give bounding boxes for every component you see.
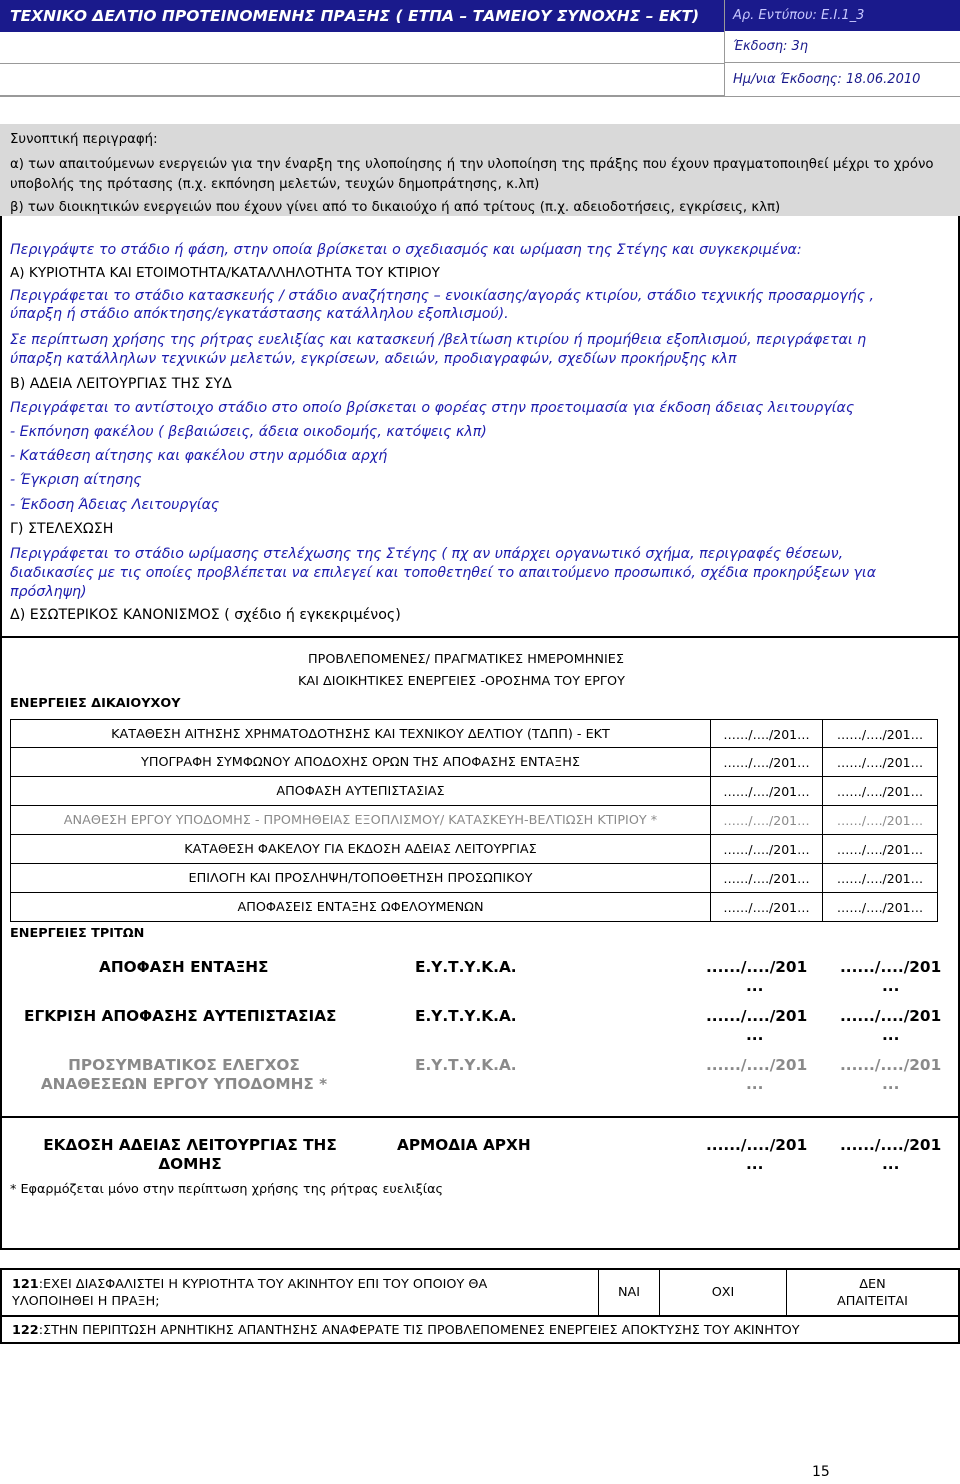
- header-bottom-rule: [0, 96, 960, 97]
- header-info-panel: [724, 0, 960, 96]
- yes-label: ΝΑΙ: [617, 1285, 641, 1300]
- section-b-item-1: - Εκπόνηση φακέλου ( βεβαιώσεις, άδεια οικοδομής, κατόψεις κλπ): [10, 424, 487, 440]
- beneficiary-row-date-1[interactable]: ……/…./201…: [711, 835, 823, 863]
- intro-text: Περιγράψτε το στάδιο ή φάση, στην οποία βρίσκεται ο σχεδιασμός και ωρίμαση της Στέγης και συγκεκριμένα:: [10, 242, 802, 258]
- print-number-text: Αρ. Εντύπου: Ε.Ι.1_3: [733, 8, 865, 23]
- third-row-3-date-1-b: ...: [746, 1075, 764, 1093]
- document-title-text: ΤΕΧΝΙΚΟ ΔΕΛΤΙΟ ΠΡΟΤΕΙΝΟΜΕΝΗΣ ΠΡΑΞΗΣ ( ΕΤΠΑ – ΤΑΜΕΙΟΥ ΣΥΝΟΧΗΣ – ΕΚΤ): [10, 7, 700, 25]
- section-b-title: Β) ΑΔΕΙΑ ΛΕΙΤΟΥΡΓΙΑΣ ΤΗΣ ΣΥΔ: [10, 376, 232, 392]
- section-a-title: Α) ΚΥΡΙΟΤΗΤΑ ΚΑΙ ΕΤΟΙΜΟΤΗΤΑ/ΚΑΤΑΛΛΗΛΟΤΗΤΑ ΤΟΥ ΚΤΙΡΙΟΥ: [10, 265, 440, 281]
- q122-row: [12, 1323, 800, 1338]
- beneficiary-row-label: ΥΠΟΓΡΑΦΗ ΣΥΜΦΩΝΟΥ ΑΠΟΔΟΧΗΣ ΟΡΩΝ ΤΗΣ ΑΠΟΦΑΣΗΣ ΕΝΤΑΞΗΣ: [11, 748, 711, 776]
- q121-text-line-1: :ΕΧΕΙ ΔΙΑΣΦΑΛΙΣΤΕΙ Η ΚΥΡΙΟΤΗΤΑ ΤΟΥ ΑΚΙΝΗΤΟΥ ΕΠΙ ΤΟΥ ΟΠΟΙΟΥ ΘΑ: [38, 1277, 488, 1292]
- third-row-3-date-2: [840, 1056, 941, 1094]
- third-row-2-date-2-b: ...: [882, 1026, 900, 1044]
- summary-line-b: β) των διοικητικών ενεργειών που έχουν γίνει από το δικαιούχο ή από τρίτους (π.χ. αδειοδοτήσεις, εγκρίσεις, κλπ): [10, 200, 781, 215]
- edition-date-text: Ημ/νια Έκδοσης: 18.06.2010: [733, 71, 921, 87]
- third-row-2-date-1: [706, 1007, 807, 1045]
- questions-table: [0, 1268, 960, 1344]
- third-row-3-label-line-1: ΠΡΟΣΥΜΒΑΤΙΚΟΣ ΕΛΕΓΧΟΣ: [68, 1056, 300, 1074]
- third-row-3-org: Ε.Υ.Τ.Υ.Κ.Α.: [415, 1056, 517, 1074]
- third-row-4-org: ΑΡΜΟΔΙΑ ΑΡΧΗ: [397, 1136, 531, 1154]
- section-c-text-1: Περιγράφεται το στάδιο ωρίμασης στελέχωσης της Στέγης ( πχ αν υπάρχει οργανωτικό σχήμα, περιγραφές θέσεων,: [10, 546, 844, 562]
- edition: [725, 31, 960, 63]
- summary-heading: Συνοπτική περιγραφή:: [10, 132, 158, 147]
- third-row-4-label-line-2: ΔΟΜΗΣ: [158, 1155, 222, 1173]
- section-b-item-2: - Κατάθεση αίτησης και φακέλου στην αρμόδια αρχή: [10, 448, 388, 464]
- third-row-1: [0, 948, 960, 996]
- beneficiary-row: [10, 893, 938, 922]
- section-c-text-3: πρόσληψη): [10, 584, 87, 600]
- footnote: * Εφαρμόζεται μόνο στην περίπτωση χρήσης της ρήτρας ευελιξίας: [10, 1182, 444, 1197]
- beneficiary-row-date-2[interactable]: ……/…./201…: [836, 870, 924, 886]
- beneficiary-row: [10, 719, 938, 748]
- beneficiary-row-label: ΑΝΑΘΕΣΗ ΕΡΓΟΥ ΥΠΟΔΟΜΗΣ - ΠΡΟΜΗΘΕΙΑΣ ΕΞΟΠΛΙΣΜΟΥ/ ΚΑΤΑΣΚΕΥΗ-ΒΕΛΤΙΩΣΗ ΚΤΙΡΙΟΥ *: [11, 806, 711, 834]
- third-party-actions-label: ΕΝΕΡΓΕΙΕΣ ΤΡΙΤΩΝ: [10, 926, 145, 941]
- third-row-3-date-2-a: ....../..../201: [840, 1056, 942, 1074]
- document-title: [0, 0, 724, 32]
- third-row-3-date-1: [706, 1056, 807, 1094]
- section-c-text-2: διαδικασίες με τις οποίες προβλέπεται να επιλεγεί και τοποθετηθεί το απαιτούμενο προσωπικό, σχέδια προκηρύξεων για: [10, 565, 877, 581]
- summary-block: [0, 124, 960, 216]
- not-required-label-2: ΑΠΑΙΤΕΙΤΑΙ: [837, 1293, 908, 1309]
- beneficiary-row: [10, 864, 938, 893]
- yes-option[interactable]: [599, 1270, 659, 1315]
- q122-number: 122: [12, 1323, 39, 1338]
- beneficiary-row-date-2[interactable]: ……/…./201…: [836, 783, 924, 799]
- beneficiary-row-label: ΑΠΟΦΑΣΗ ΑΥΤΕΠΙΣΤΑΣΙΑΣ: [11, 777, 711, 805]
- section-b-item-4: - Έκδοση Άδειας Λειτουργίας: [10, 497, 220, 513]
- beneficiary-row-date-1[interactable]: ……/…./201…: [711, 748, 823, 776]
- beneficiary-row-date-1[interactable]: ……/…./201…: [711, 806, 823, 834]
- no-label: ΟΧΙ: [711, 1285, 735, 1300]
- section-b-text: Περιγράφεται το αντίστοιχο στάδιο στο οποίο βρίσκεται ο φορέας στην προετοιμασία για έκδοση άδειας λειτουργίας: [10, 400, 855, 416]
- third-row-2: [0, 997, 960, 1045]
- beneficiary-actions-label: ΕΝΕΡΓΕΙΕΣ ΔΙΚΑΙΟΥΧΟΥ: [10, 696, 181, 711]
- beneficiary-row: [10, 748, 938, 777]
- beneficiary-row-date-1[interactable]: ……/…./201…: [711, 864, 823, 892]
- third-row-3-label-line-2: ΑΝΑΘΕΣΕΩΝ ΕΡΓΟΥ ΥΠΟΔΟΜΗΣ *: [40, 1075, 328, 1093]
- third-row-1-date-1: [706, 958, 807, 996]
- header-left-blank: [0, 32, 724, 96]
- section-a-text-3: Σε περίπτωση χρήσης της ρήτρας ευελιξίας και κατασκευή /βελτίωση κτιρίου ή προμήθεια εξοπλισμού, περιγράφεται η: [10, 332, 867, 348]
- third-row-3-date-2-b: ...: [882, 1075, 900, 1093]
- section-d-title: Δ) ΕΣΩΤΕΡΙΚΟΣ ΚΑΝΟΝΙΣΜΟΣ ( σχέδιο ή εγκεκριμένος): [10, 607, 401, 623]
- third-row-4: [0, 1128, 960, 1180]
- section-a-text-2: ύπαρξη ή στάδιο απόκτησης/εγκατάστασης κατάλληλου εξοπλισμού).: [10, 306, 509, 322]
- beneficiary-row-label: ΑΠΟΦΑΣΕΙΣ ΕΝΤΑΞΗΣ ΩΦΕΛΟΥΜΕΝΩΝ: [11, 893, 711, 921]
- third-row-3-label: [30, 1056, 338, 1094]
- third-row-4-date-2-a: ....../..../201: [840, 1136, 942, 1154]
- third-row-1-date-2: [840, 958, 941, 996]
- schedule-header-line-1: ΠΡΟΒΛΕΠΟΜΕΝΕΣ/ ΠΡΑΓΜΑΤΙΚΕΣ ΗΜΕΡΟΜΗΝΙΕΣ: [308, 652, 624, 667]
- beneficiary-row-date-1[interactable]: ……/…./201…: [711, 720, 823, 748]
- third-row-4-date-2: [840, 1136, 941, 1174]
- section-b-item-3: - Έγκριση αίτησης: [10, 472, 142, 488]
- not-required-option[interactable]: [787, 1270, 958, 1315]
- edition-text: Έκδοση: 3η: [733, 39, 809, 54]
- q121-text-line-2: ΥΛΟΠΟΙΗΘΕΙ Η ΠΡΑΞΗ;: [12, 1294, 160, 1309]
- third-row-3: [0, 1046, 960, 1106]
- section-c-title: Γ) ΣΤΕΛΕΧΩΣΗ: [10, 521, 114, 537]
- summary-line-a2: υποβολής της πρότασης (π.χ. εκπόνηση μελετών, τευχών δημοπράτησης, κ.λπ): [10, 177, 540, 192]
- third-row-4-label-line-1: ΕΚΔΟΣΗ ΑΔΕΙΑΣ ΛΕΙΤΟΥΡΓΙΑΣ ΤΗΣ: [43, 1136, 337, 1154]
- q121-number: 121: [12, 1277, 39, 1292]
- third-row-1-label: ΑΠΟΦΑΣΗ ΕΝΤΑΞΗΣ: [99, 958, 269, 976]
- beneficiary-row-date-2[interactable]: ……/…./201…: [836, 726, 924, 742]
- third-row-2-date-2-a: ....../..../201: [840, 1007, 942, 1025]
- third-row-4-date-1-a: ....../..../201: [706, 1136, 808, 1154]
- beneficiary-row: [10, 777, 938, 806]
- q122-text: :ΣΤΗΝ ΠΕΡΙΠΤΩΣΗ ΑΡΝΗΤΙΚΗΣ ΑΠΑΝΤΗΣΗΣ ΑΝΑΦΕΡΑΤΕ ΤΙΣ ΠΡΟΒΛΕΠΟΜΕΝΕΣ ΕΝΕΡΓΕΙΕΣ ΑΠΟΚΤΥΣΗΣ ΤΟΥ ΑΚΙΝΗΤΟΥ: [38, 1323, 800, 1338]
- beneficiary-row-label: ΚΑΤΑΘΕΣΗ ΦΑΚΕΛΟΥ ΓΙΑ ΕΚΔΟΣΗ ΑΔΕΙΑΣ ΛΕΙΤΟΥΡΓΙΑΣ: [11, 835, 711, 863]
- section-a-text-1: Περιγράφεται το στάδιο κατασκευής / στάδιο αναζήτησης – ενοικίασης/αγοράς κτιρίου, στάδιο τεχνικής προσαρμογής ,: [10, 288, 875, 304]
- schedule-table-frame: [0, 636, 960, 638]
- beneficiary-row: [10, 806, 938, 835]
- third-row-4-date-1: [706, 1136, 807, 1174]
- schedule-header-line-2: ΚΑΙ ΔΙΟΙΚΗΤΙΚΕΣ ΕΝΕΡΓΕΙΕΣ -ΟΡΟΣΗΜΑ ΤΟΥ ΕΡΓΟΥ: [298, 674, 625, 689]
- third-row-4-date-2-b: ...: [882, 1155, 900, 1173]
- third-row-4-date-1-b: ...: [746, 1155, 764, 1173]
- third-row-separator: [0, 1116, 960, 1118]
- beneficiary-row-date-1[interactable]: ……/…./201…: [711, 893, 823, 921]
- third-row-2-date-2: [840, 1007, 941, 1045]
- beneficiary-row: [10, 835, 938, 864]
- third-row-2-label: ΕΓΚΡΙΣΗ ΑΠΟΦΑΣΗΣ ΑΥΤΕΠΙΣΤΑΣΙΑΣ: [24, 1007, 337, 1025]
- summary-line-a1: α) των απαιτούμενων ενεργειών για την έναρξη της υλοποίησης ή την υλοποίηση της πράξης που έχουν πραγματοποιηθεί μέχρι το χρόνο: [10, 157, 934, 172]
- print-number: [725, 0, 960, 31]
- beneficiary-row-date-2[interactable]: ……/…./201…: [836, 899, 924, 915]
- q121-row: [2, 1270, 958, 1317]
- third-row-1-date-1-a: ....../..../201: [706, 958, 808, 976]
- beneficiary-row-date-2[interactable]: ……/…./201…: [836, 754, 924, 770]
- third-row-1-date-2-b: ...: [882, 977, 900, 995]
- third-row-2-date-1-b: ...: [746, 1026, 764, 1044]
- beneficiary-row-date-2[interactable]: ……/…./201…: [836, 841, 924, 857]
- third-row-2-org: Ε.Υ.Τ.Υ.Κ.Α.: [415, 1007, 517, 1025]
- edition-date: [725, 63, 960, 95]
- beneficiary-row-date-1[interactable]: ……/…./201…: [711, 777, 823, 805]
- third-row-2-date-1-a: ....../..../201: [706, 1007, 808, 1025]
- third-row-4-label: [30, 1136, 350, 1174]
- beneficiary-row-date-2[interactable]: ……/…./201…: [836, 812, 924, 828]
- third-row-3-date-1-a: ....../..../201: [706, 1056, 808, 1074]
- third-row-1-date-2-a: ....../..../201: [840, 958, 942, 976]
- page-number: 15: [812, 1464, 830, 1480]
- third-row-1-date-1-b: ...: [746, 977, 764, 995]
- not-required-label-1: ΔΕΝ: [859, 1276, 886, 1292]
- no-option[interactable]: [660, 1270, 786, 1315]
- beneficiary-row-label: ΚΑΤΑΘΕΣΗ ΑΙΤΗΣΗΣ ΧΡΗΜΑΤΟΔΟΤΗΣΗΣ ΚΑΙ ΤΕΧΝΙΚΟΥ ΔΕΛΤΙΟΥ (ΤΔΠΠ) - ΕΚΤ: [11, 720, 711, 748]
- q121-text: [12, 1276, 487, 1310]
- beneficiary-row-label: ΕΠΙΛΟΓΗ ΚΑΙ ΠΡΟΣΛΗΨΗ/ΤΟΠΟΘΕΤΗΣΗ ΠΡΟΣΩΠΙΚΟΥ: [11, 864, 711, 892]
- third-row-1-org: Ε.Υ.Τ.Υ.Κ.Α.: [415, 958, 517, 976]
- section-a-text-4: ύπαρξη κατάλληλων τεχνικών μελετών, εγκρίσεων, αδειών, προδιαγραφών, σχεδίων προκήρυξης κλπ: [10, 351, 737, 367]
